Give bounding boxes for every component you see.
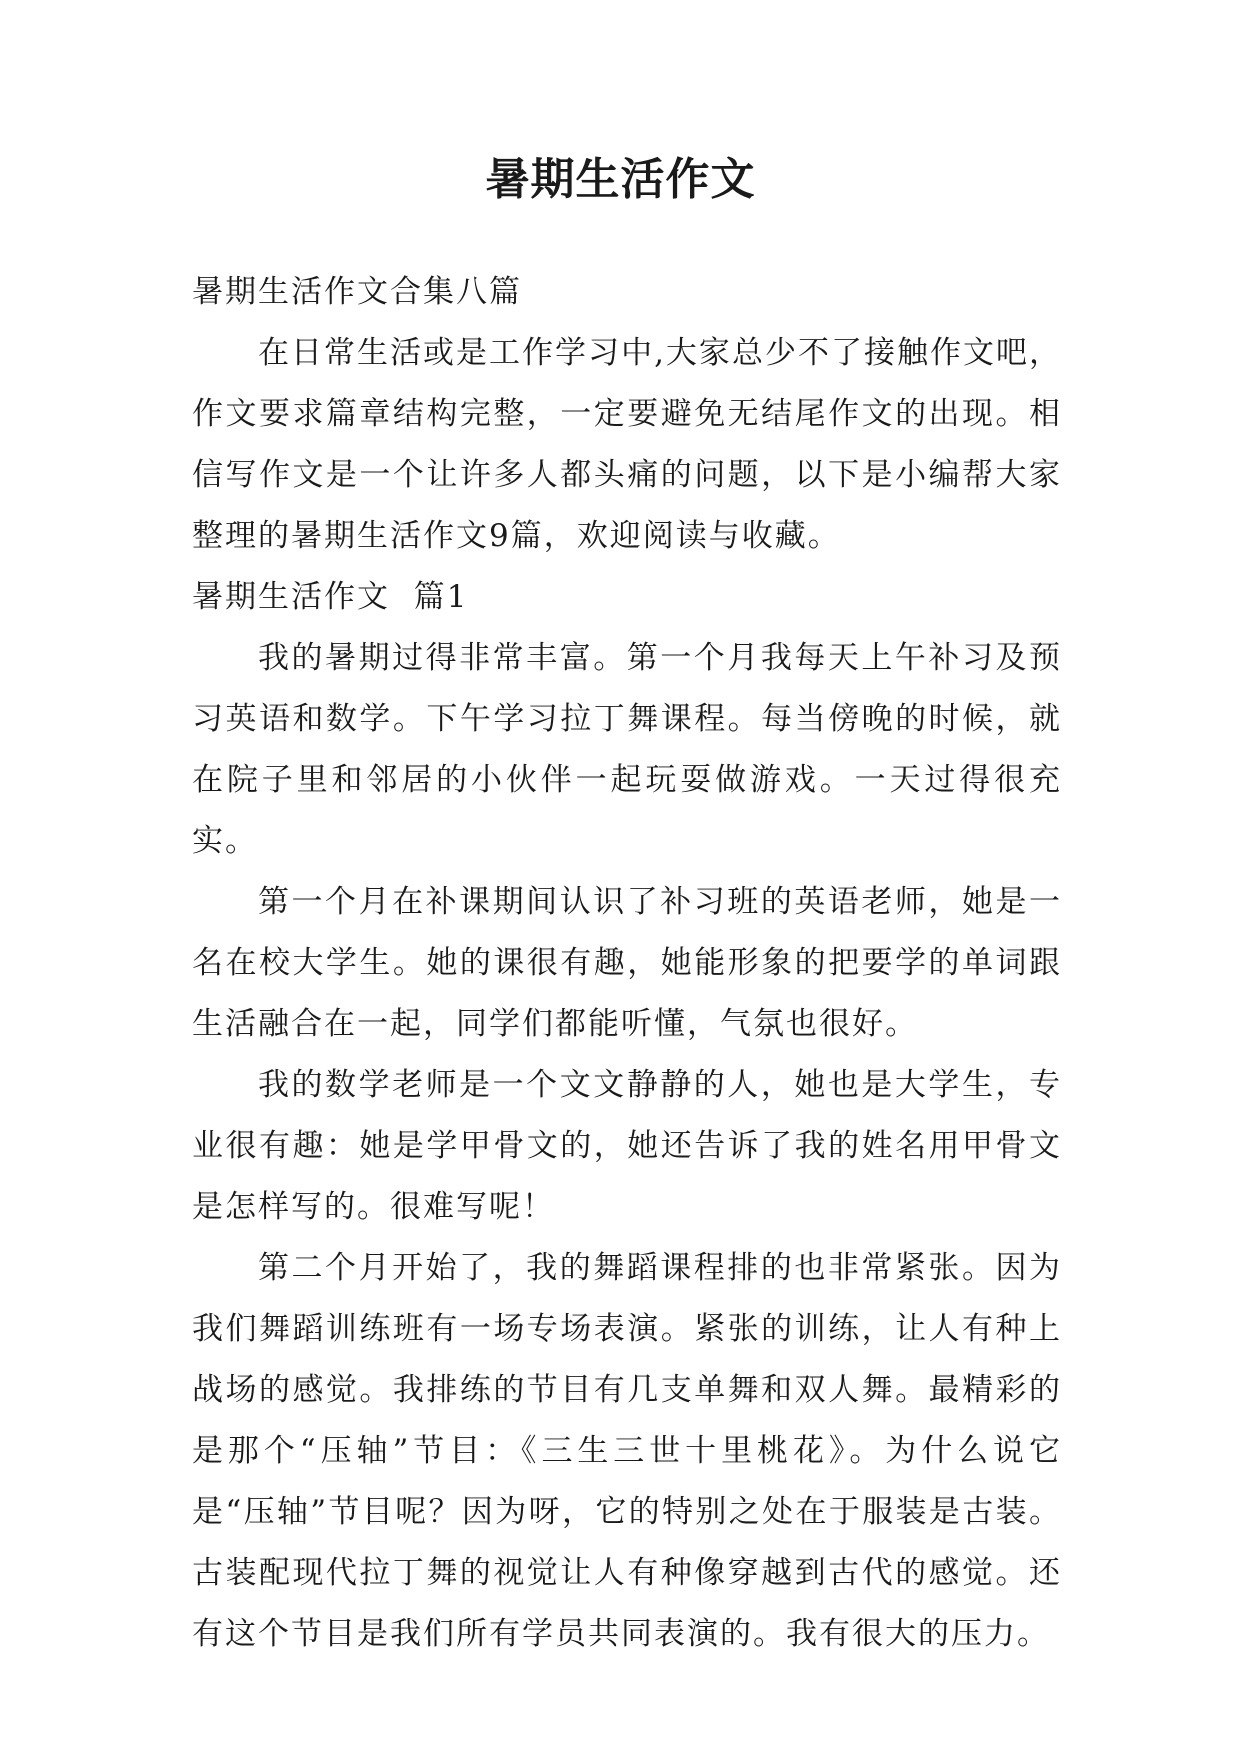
document-body — [192, 262, 1062, 1665]
essay-heading: 暑期生活作文 篇1 — [192, 579, 469, 615]
essay-paragraph: 我的数学老师是一个文文静静的人，她也是大学生，专业很有趣：她是学甲骨文的，她还告诉了我的姓名用甲骨文是怎样写的。很难写呢！ — [192, 1067, 1062, 1225]
collection-heading: 暑期生活作文合集八篇 — [192, 274, 522, 310]
essay-paragraph: 第二个月开始了，我的舞蹈课程排的也非常紧张。因为我们舞蹈训练班有一场专场表演。紧张的训练，让人有种上战场的感觉。我排练的节目有几支单舞和双人舞。最精彩的是那个“压轴”节目：《三生三世十里桃花》。为什么说它是“压轴”节目呢？因为呀，它的特别之处在于服装是古装。古装配现代拉丁舞的视觉让人有种像穿越到古代的感觉。还有这个节目是我们所有学员共同表演的。我有很大的压力。 — [192, 1250, 1062, 1652]
essay-paragraph: 我的暑期过得非常丰富。第一个月我每天上午补习及预习英语和数学。下午学习拉丁舞课程。每当傍晚的时候，就在院子里和邻居的小伙伴一起玩耍做游戏。一天过得很充实。 — [192, 640, 1062, 859]
document-title: 暑期生活作文 — [485, 154, 756, 205]
intro-paragraph: 在日常生活或是工作学习中,大家总少不了接触作文吧，作文要求篇章结构完整，一定要避免无结尾作文的出现。相信写作文是一个让许多人都头痛的问题，以下是小编帮大家整理的暑期生活作文9篇，欢迎阅读与收藏。 — [192, 335, 1062, 554]
essay-paragraph: 第一个月在补课期间认识了补习班的英语老师，她是一名在校大学生。她的课很有趣，她能形象的把要学的单词跟生活融合在一起，同学们都能听懂，气氛也很好。 — [192, 884, 1062, 1042]
